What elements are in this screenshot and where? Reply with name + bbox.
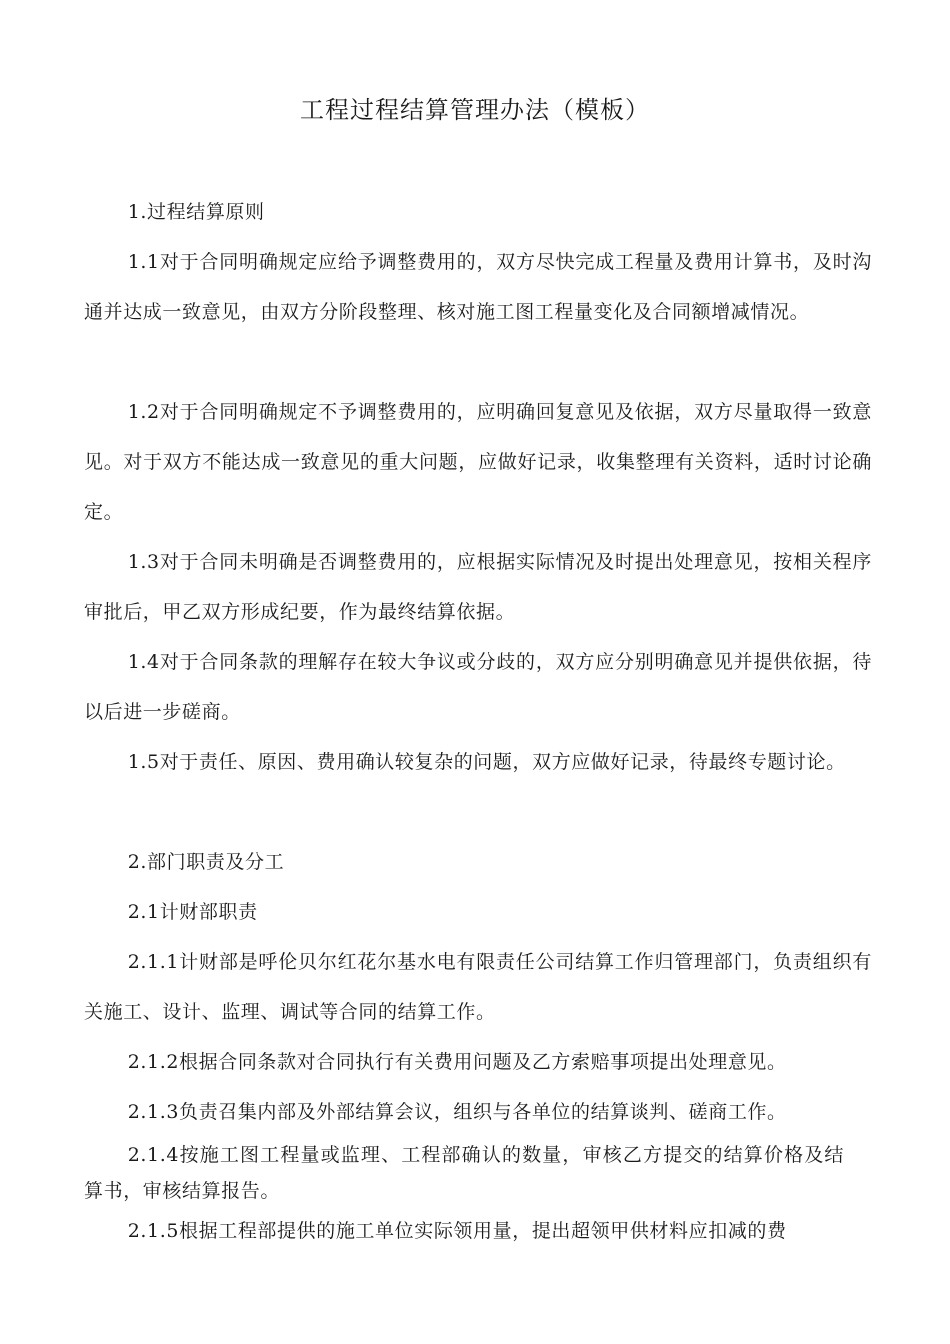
paragraph-1-4: 1.4对于合同条款的理解存在较大争议或分歧的，双方应分别明确意见并提供依据，待以后进一步磋商。 — [84, 651, 872, 723]
paragraph-1-3: 1.3对于合同未明确是否调整费用的，应根据实际情况及时提出处理意见，按相关程序审批后，甲乙双方形成纪要，作为最终结算依据。 — [84, 551, 872, 623]
section-heading-2: 2.部门职责及分工 — [127, 851, 285, 873]
paragraph-2-1-5: 2.1.5根据工程部提供的施工单位实际领用量，提出超领甲供材料应扣减的费 — [127, 1220, 787, 1242]
paragraph-2-1-2: 2.1.2根据合同条款对合同执行有关费用问题及乙方索赔事项提出处理意见。 — [127, 1051, 787, 1073]
paragraph-1-2: 1.2对于合同明确规定不予调整费用的，应明确回复意见及依据，双方尽量取得一致意见。对于双方不能达成一致意见的重大问题，应做好记录，收集整理有关资料，适时讨论确定。 — [84, 401, 872, 523]
subsection-heading-2-1: 2.1计财部职责 — [127, 901, 258, 923]
document-title: 工程过程结算管理办法（模板） — [300, 96, 650, 124]
paragraph-1-5: 1.5对于责任、原因、费用确认较复杂的问题，双方应做好记录，待最终专题讨论。 — [127, 751, 846, 773]
paragraph-2-1-4: 2.1.4按施工图工程量或监理、工程部确认的数量，审核乙方提交的结算价格及结算书，审核结算报告。 — [84, 1144, 844, 1202]
paragraph-1-1: 1.1对于合同明确规定应给予调整费用的，双方尽快完成工程量及费用计算书，及时沟通并达成一致意见，由双方分阶段整理、核对施工图工程量变化及合同额增减情况。 — [84, 251, 872, 323]
paragraph-2-1-3: 2.1.3负责召集内部及外部结算会议，组织与各单位的结算谈判、磋商工作。 — [127, 1101, 787, 1123]
paragraph-2-1-1: 2.1.1计财部是呼伦贝尔红花尔基水电有限责任公司结算工作归管理部门，负责组织有关施工、设计、监理、调试等合同的结算工作。 — [84, 951, 872, 1023]
section-heading-1: 1.过程结算原则 — [127, 201, 265, 223]
